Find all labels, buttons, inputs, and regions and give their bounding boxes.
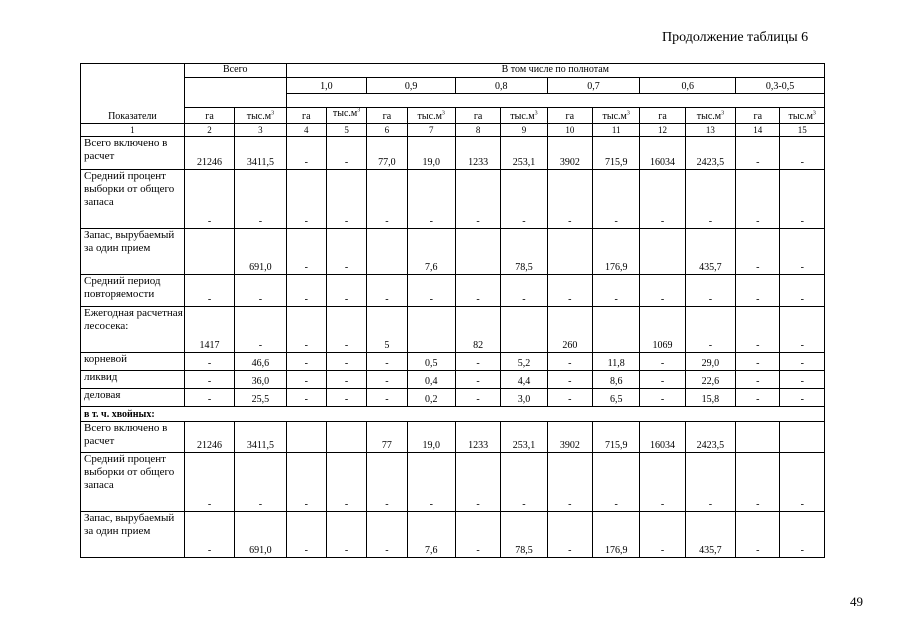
table-cell: 16034 [640, 137, 685, 170]
table-cell: - [235, 307, 286, 353]
unit-ha: га [736, 108, 780, 124]
table-cell: - [547, 389, 592, 407]
table-cell: - [685, 275, 735, 307]
column-number: 1 [81, 124, 185, 137]
table-cell: - [184, 275, 234, 307]
table-cell: 1233 [455, 422, 500, 453]
header-density: 0,3-0,5 [736, 78, 825, 94]
unit-ha: га [547, 108, 592, 124]
unit-ha: га [455, 108, 500, 124]
column-number: 2 [184, 124, 234, 137]
unit-ha: га [286, 108, 326, 124]
table-cell: 78,5 [501, 229, 547, 275]
table-cell: 3902 [547, 422, 592, 453]
table-row [81, 512, 825, 558]
table-cell: - [780, 353, 825, 371]
table-cell: - [184, 453, 234, 512]
table-cell: - [736, 389, 780, 407]
unit-m3-sup: 3 [357, 107, 361, 114]
header-density: 0,8 [455, 78, 547, 94]
table-cell: - [367, 512, 407, 558]
table-row [81, 229, 825, 275]
unit-m3-text: тыс.м [417, 111, 442, 122]
table-cell: - [326, 137, 366, 170]
table-cell: - [286, 353, 326, 371]
data-table [80, 63, 825, 558]
table-row [81, 137, 825, 170]
unit-m3 [780, 108, 825, 124]
table-cell: - [455, 275, 500, 307]
table-cell: 3411,5 [235, 422, 286, 453]
table-cell: - [286, 453, 326, 512]
table-cell [736, 422, 780, 453]
table-cell: - [593, 170, 640, 229]
table-row [81, 353, 825, 371]
table-cell: 22,6 [685, 371, 735, 389]
table-cell: 0,4 [407, 371, 455, 389]
unit-ha: га [640, 108, 685, 124]
unit-m3-sup: 3 [271, 110, 275, 117]
table-cell: - [685, 170, 735, 229]
table-cell: 176,9 [593, 512, 640, 558]
table-cell: - [501, 275, 547, 307]
table-cell: - [367, 275, 407, 307]
table-cell: - [326, 453, 366, 512]
table-cell: 82 [455, 307, 500, 353]
table-cell: - [736, 170, 780, 229]
table-cell: 19,0 [407, 422, 455, 453]
table-cell: 5 [367, 307, 407, 353]
table-cell: 21246 [184, 137, 234, 170]
table-cell: 1233 [455, 137, 500, 170]
table-cell: - [640, 389, 685, 407]
table-cell: - [547, 275, 592, 307]
table-cell: - [780, 170, 825, 229]
table-cell: - [736, 453, 780, 512]
table-cell: - [367, 371, 407, 389]
table-cell [184, 229, 234, 275]
table-cell: 1069 [640, 307, 685, 353]
table-cell [367, 229, 407, 275]
table-cell: - [780, 275, 825, 307]
table-cell: - [326, 371, 366, 389]
table-cell [640, 229, 685, 275]
unit-m3-text: тыс.м [788, 111, 813, 122]
table-row [81, 371, 825, 389]
table-cell: - [640, 275, 685, 307]
table-cell: - [736, 275, 780, 307]
table-cell: 7,6 [407, 229, 455, 275]
table-cell: - [780, 137, 825, 170]
unit-m3-sup: 3 [812, 110, 816, 117]
table-cell: - [593, 275, 640, 307]
row-label: Всего включено в расчет [81, 137, 185, 170]
table-cell: - [547, 371, 592, 389]
table-cell: - [780, 229, 825, 275]
table-cell: - [367, 453, 407, 512]
unit-m3 [593, 108, 640, 124]
table-row [81, 422, 825, 453]
table-cell: 77 [367, 422, 407, 453]
table-cell: 3,0 [501, 389, 547, 407]
table-cell: - [326, 512, 366, 558]
table-cell: - [184, 371, 234, 389]
table-cell: 0,5 [407, 353, 455, 371]
table-cell: - [326, 353, 366, 371]
table-cell: - [326, 307, 366, 353]
table-cell: - [780, 389, 825, 407]
column-number: 11 [593, 124, 640, 137]
table-cell: - [547, 512, 592, 558]
table-row [81, 389, 825, 407]
table-cell: 29,0 [685, 353, 735, 371]
table-cell: - [640, 170, 685, 229]
unit-m3-text: тыс.м [696, 111, 722, 122]
row-label: Средний процент выборки от общего запаса [81, 453, 185, 512]
table-cell: 691,0 [235, 512, 286, 558]
table-cell: - [640, 453, 685, 512]
table-cell: - [640, 371, 685, 389]
header-total: Всего [184, 64, 286, 78]
header-including: В том числе по полнотам [286, 64, 824, 78]
table-cell: - [286, 170, 326, 229]
table-cell: 19,0 [407, 137, 455, 170]
table-cell: - [235, 275, 286, 307]
table-cell: 715,9 [593, 422, 640, 453]
unit-m3-text: тыс.м [332, 108, 358, 119]
row-label: Средний период повторяемости [81, 275, 185, 307]
table-cell: 1417 [184, 307, 234, 353]
table-cell: - [547, 170, 592, 229]
header-density-blank [286, 94, 824, 108]
table-cell: - [736, 371, 780, 389]
table-cell [547, 229, 592, 275]
table-cell: - [455, 512, 500, 558]
row-label: Запас, вырубаемый за один прием [81, 229, 185, 275]
table-cell: - [593, 453, 640, 512]
unit-m3 [407, 108, 455, 124]
unit-ha: га [184, 108, 234, 124]
table-cell: 5,2 [501, 353, 547, 371]
table-cell: - [547, 353, 592, 371]
table-cell: - [780, 371, 825, 389]
page-number: 49 [850, 594, 863, 609]
header-density: 0,6 [640, 78, 736, 94]
table-cell: - [547, 453, 592, 512]
table-cell [326, 422, 366, 453]
header-density: 0,9 [367, 78, 456, 94]
table-cell: - [367, 353, 407, 371]
table-cell: - [455, 170, 500, 229]
table-cell: - [640, 353, 685, 371]
table-cell: - [640, 512, 685, 558]
header-density: 0,7 [547, 78, 640, 94]
row-label: Ежегодная расчетная лесосека: [81, 307, 185, 353]
table-cell: 46,6 [235, 353, 286, 371]
table-cell: - [184, 389, 234, 407]
table-cell: 21246 [184, 422, 234, 453]
table-cell: - [685, 453, 735, 512]
table-cell: - [736, 137, 780, 170]
table-row [81, 307, 825, 353]
table-cell: - [455, 371, 500, 389]
table-cell: 260 [547, 307, 592, 353]
table-cell [286, 422, 326, 453]
table-cell: 3902 [547, 137, 592, 170]
table-cell: 15,8 [685, 389, 735, 407]
table-cell: 435,7 [685, 229, 735, 275]
row-label: корневой [81, 353, 185, 371]
unit-m3 [685, 108, 735, 124]
table-cell [407, 307, 455, 353]
table-cell: - [685, 307, 735, 353]
column-number: 3 [235, 124, 286, 137]
unit-m3-sup: 3 [534, 110, 538, 117]
row-label: Всего включено в расчет [81, 422, 185, 453]
table-cell: 4,4 [501, 371, 547, 389]
table-cell: - [326, 275, 366, 307]
table-cell: - [235, 170, 286, 229]
table-cell: 11,8 [593, 353, 640, 371]
column-number: 4 [286, 124, 326, 137]
table-row [81, 275, 825, 307]
table-cell: 253,1 [501, 422, 547, 453]
table-cell: 16034 [640, 422, 685, 453]
table-cell: - [286, 275, 326, 307]
column-number: 7 [407, 124, 455, 137]
table-cell: - [367, 170, 407, 229]
column-number: 15 [780, 124, 825, 137]
table-cell: 2423,5 [685, 422, 735, 453]
unit-m3-text: тыс.м [510, 111, 535, 122]
table-cell: - [455, 453, 500, 512]
table-cell: - [286, 307, 326, 353]
table-cell: 6,5 [593, 389, 640, 407]
table-cell: - [235, 453, 286, 512]
row-label: деловая [81, 389, 185, 407]
row-label: Запас, вырубаемый за один прием [81, 512, 185, 558]
table-cell: 77,0 [367, 137, 407, 170]
table-cell: 25,5 [235, 389, 286, 407]
table-cell: 78,5 [501, 512, 547, 558]
unit-m3-sup: 3 [721, 110, 725, 117]
table-cell: - [367, 389, 407, 407]
table-cell: 435,7 [685, 512, 735, 558]
table-cell: - [736, 512, 780, 558]
table-cell [455, 229, 500, 275]
table-cell: - [501, 453, 547, 512]
table-row [81, 453, 825, 512]
table-cell: - [286, 512, 326, 558]
row-label: ликвид [81, 371, 185, 389]
table-cell: - [286, 229, 326, 275]
table-cell: 691,0 [235, 229, 286, 275]
table-row [81, 170, 825, 229]
table-cell: 2423,5 [685, 137, 735, 170]
table-cell: - [326, 229, 366, 275]
column-number: 13 [685, 124, 735, 137]
unit-m3-sup: 3 [441, 110, 445, 117]
table-cell: - [286, 389, 326, 407]
section-conifers: в т. ч. хвойных: [81, 407, 825, 422]
table-cell: - [736, 307, 780, 353]
unit-m3-sup: 3 [626, 110, 630, 117]
column-number: 14 [736, 124, 780, 137]
table-cell: 715,9 [593, 137, 640, 170]
row-label: Средний процент выборки от общего запаса [81, 170, 185, 229]
table-cell: 36,0 [235, 371, 286, 389]
table-cell: 0,2 [407, 389, 455, 407]
table-cell: - [326, 170, 366, 229]
table-cell: 176,9 [593, 229, 640, 275]
table-cell: - [286, 371, 326, 389]
table-cell: - [184, 353, 234, 371]
unit-ha: га [367, 108, 407, 124]
table-cell [593, 307, 640, 353]
table-cell [780, 422, 825, 453]
table-cell: 253,1 [501, 137, 547, 170]
table-cell: - [780, 512, 825, 558]
table-cell: - [407, 275, 455, 307]
unit-m3-text: тыс.м [246, 111, 272, 122]
table-cell: 7,6 [407, 512, 455, 558]
table-cell: 8,6 [593, 371, 640, 389]
table-cell: - [455, 353, 500, 371]
table-cell: 3411,5 [235, 137, 286, 170]
table-cell: - [184, 170, 234, 229]
table-cell: - [736, 229, 780, 275]
table-cell: - [286, 137, 326, 170]
unit-m3 [501, 108, 547, 124]
table-cell: - [780, 453, 825, 512]
table-cell: - [780, 307, 825, 353]
table-cell: - [736, 353, 780, 371]
table-cell: - [501, 170, 547, 229]
column-number: 9 [501, 124, 547, 137]
header-total-blank [184, 78, 286, 108]
header-indicators: Показатели [81, 64, 185, 124]
unit-m3-text: тыс.м [602, 111, 627, 122]
header-density: 1,0 [286, 78, 367, 94]
table-cell: - [184, 512, 234, 558]
column-number: 5 [326, 124, 366, 137]
table-caption: Продолжение таблицы 6 [662, 30, 809, 45]
unit-m3 [235, 108, 286, 124]
column-number: 6 [367, 124, 407, 137]
unit-m3 [326, 108, 366, 124]
table-cell: - [455, 389, 500, 407]
table-cell: - [407, 170, 455, 229]
table-cell [501, 307, 547, 353]
table-cell: - [407, 453, 455, 512]
column-number: 8 [455, 124, 500, 137]
table-cell: - [326, 389, 366, 407]
column-number: 10 [547, 124, 592, 137]
column-number: 12 [640, 124, 685, 137]
